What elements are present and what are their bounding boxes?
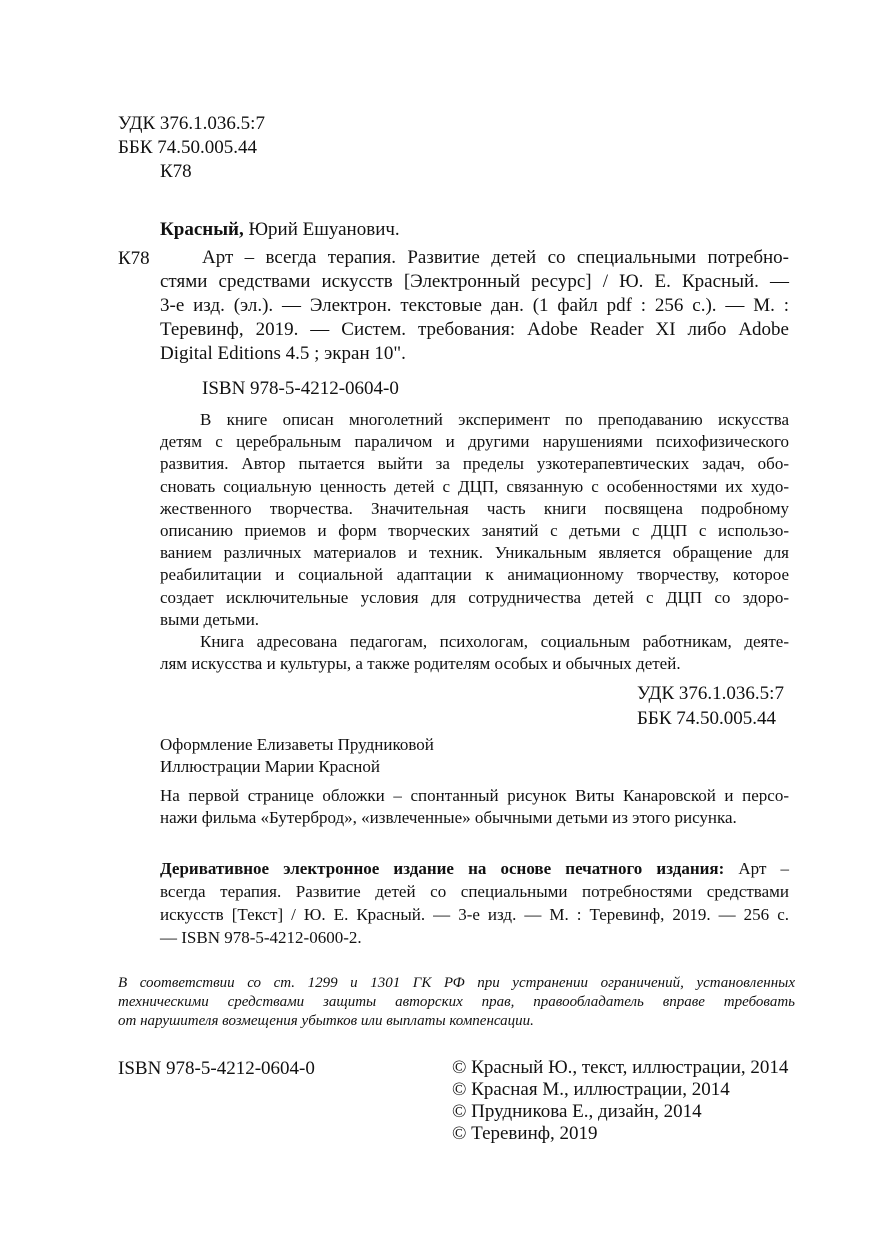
record-sign: К78 [118,248,150,269]
udk-code: УДК 376.1.036.5:7 [118,113,265,134]
record-line: стями средствами искусств [Электронный ресурс] / Ю. Е. Красный. — [160,271,789,292]
record-line: 3-е изд. (эл.). — Электрон. текстовые дан. (1 файл pdf : 256 с.). — М. : [160,295,789,316]
footer-codes [637,681,784,731]
legal-line: В соответствии со ст. 1299 и 1301 ГК РФ при устранении ограничений, установленных [118,975,795,991]
author-given-name: Юрий Ешуанович. [243,219,400,240]
footer-bbk: ББК 74.50.005.44 [637,708,776,729]
abstract-line: ванием различных материалов и техник. Уникальным является обращение для [160,543,789,563]
footer-udk: УДК 376.1.036.5:7 [637,683,784,704]
abstract-line: лям искусства и культуры, а также родителям особых и обычных детей. [160,654,681,674]
header-codes [118,112,265,184]
derivative-line: всегда терапия. Развитие детей со специальными потребностями средствами [160,882,789,901]
derivative-title-start: Арт – [724,859,789,878]
abstract-line: реабилитации и социальной адаптации к анимационному творчеству, которое [160,565,789,585]
copyright-line: © Теревинф, 2019 [452,1123,598,1144]
credits [160,734,434,778]
bottom-isbn: ISBN 978-5-4212-0604-0 [118,1058,315,1079]
derivative-line [160,857,789,880]
abstract-line: создает исключительные условия для сотрудничества детей с ДЦП со здоро- [160,587,789,607]
legal-notice [118,974,795,1031]
abstract-line: сновать социальную ценность детей с ДЦП, связанную с особенностями их худо- [160,476,789,496]
abstract-line: Книга адресована педагогам, психологам, социальным работникам, деяте- [200,632,789,652]
bibliographic-record [160,246,789,366]
record-line: Digital Editions 4.5 ; экран 10". [160,343,406,364]
derivative-edition [160,857,789,949]
copyright-line: © Красная М., иллюстрации, 2014 [452,1079,730,1100]
abstract-line: развития. Автор пытается выйти за пределы узкотерапевтических задач, обо- [160,454,789,474]
copyright-line: © Красный Ю., текст, иллюстрации, 2014 [452,1057,789,1078]
record-line: Арт – всегда терапия. Развитие детей со специальными потребно- [202,247,789,268]
abstract-line: описанию приемов и форм творческих занятий с детьми с ДЦП с использо- [160,521,789,541]
abstract [160,409,789,675]
cover-line: На первой странице обложки – спонтанный рисунок Виты Канаровской и персо- [160,786,789,805]
copyrights [452,1057,788,1145]
author-line [160,218,400,242]
record-line: Теревинф, 2019. — Систем. требования: Adobe Reader XI либо Adobe [160,319,789,340]
record-isbn: ISBN 978-5-4212-0604-0 [202,378,399,399]
design-credit: Оформление Елизаветы Прудниковой [160,735,434,754]
legal-line: от нарушителя возмещения убытков или выплаты компенсации. [118,1013,534,1029]
bbk-code: ББК 74.50.005.44 [118,137,257,158]
illustration-credit: Иллюстрации Марии Красной [160,757,380,776]
legal-line: техническими средствами защиты авторских прав, правообладатель вправе требовать [118,994,795,1010]
author-sign: К78 [160,161,192,182]
cover-line: нажи фильма «Бутерброд», «извлеченные» обычными детьми из этого рисунка. [160,808,737,827]
abstract-line: жественного творчества. Значительная часть книги посвящена подробному [160,498,789,518]
abstract-line: детям с церебральным параличом и другими нарушениями психофизического [160,432,789,452]
cover-note [160,785,789,829]
derivative-line: искусств [Текст] / Ю. Е. Красный. — 3-е изд. — М. : Теревинф, 2019. — 256 с. [160,905,789,924]
derivative-heading: Деривативное электронное издание на основе печатного издания: [160,859,725,878]
author-surname: Красный, [160,219,244,240]
copyright-line: © Прудникова Е., дизайн, 2014 [452,1101,702,1122]
abstract-line: В книге описан многолетний эксперимент по преподаванию искусства [200,410,789,429]
derivative-line: — ISBN 978-5-4212-0600-2. [160,928,362,947]
abstract-line: выми детьми. [160,609,260,629]
